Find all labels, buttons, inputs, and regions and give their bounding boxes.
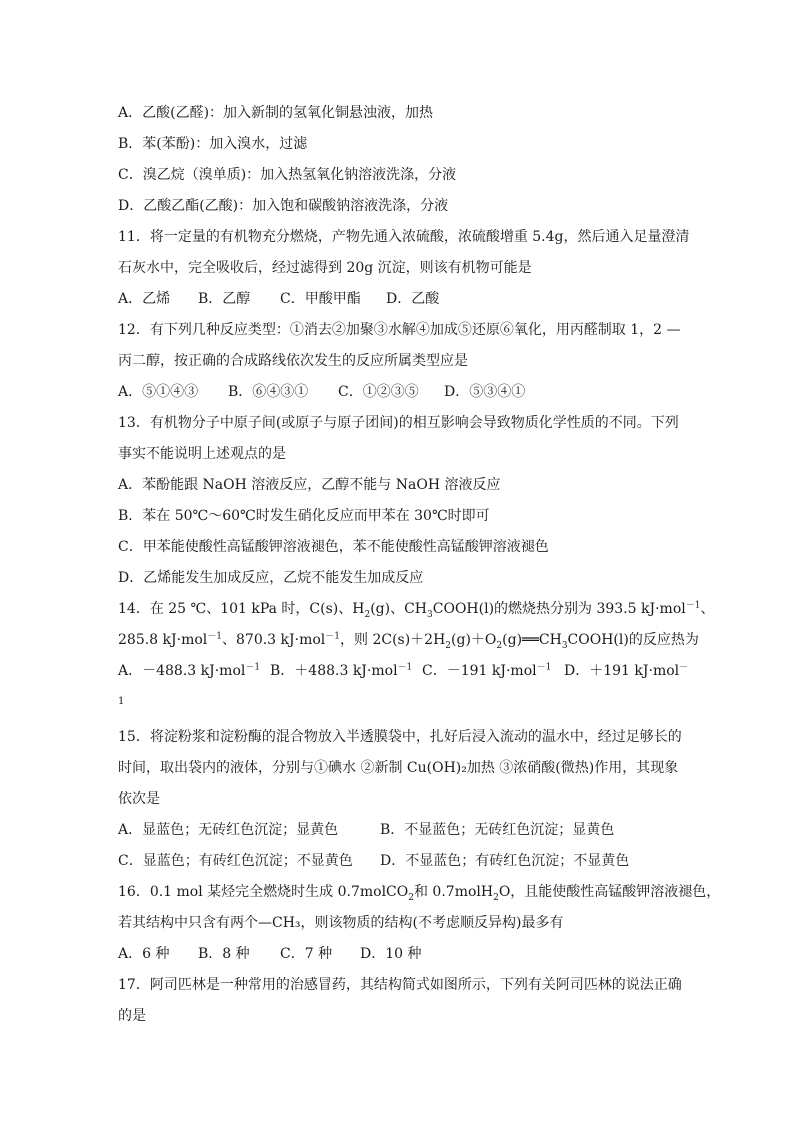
q12-option-b: B．⑥④③①: [228, 384, 309, 400]
q10-option-c: C．溴乙烷（溴单质)：加入热氢氧化钠溶液洗涤，分液: [118, 167, 457, 183]
q16-option-d: D．10 种: [360, 946, 422, 962]
q14-option-c: C．－191 kJ·mol$^{-1}$: [422, 662, 552, 679]
q11-stem-line2: 石灰水中，完全吸收后，经过滤得到 20g 沉淀，则该有机物可能是: [118, 260, 532, 276]
q13-option-a: A．苯酚能跟 NaOH 溶液反应，乙醇不能与 NaOH 溶液反应: [118, 477, 501, 493]
q16-option-a: A．6 种: [118, 946, 170, 962]
q15-options-row1: [118, 820, 708, 840]
q17-stem-line1: 17．阿司匹林是一种常用的治感冒药，其结构简式如图所示，下列有关阿司匹林的说法正确: [118, 977, 682, 993]
q14-option-a: A．－488.3 kJ·mol$^{-1}$: [118, 662, 261, 679]
q15-option-b: B．不显蓝色；无砖红色沉淀；显黄色: [380, 822, 615, 838]
q13-option-c: C．甲苯能使酸性高锰酸钾溶液褪色，苯不能使酸性高锰酸钾溶液褪色: [118, 539, 549, 555]
q12-options: [118, 382, 708, 402]
q14-options: [118, 661, 708, 681]
q14-option-d: D．＋191 kJ·mol－: [564, 662, 689, 679]
q15-options-row2: [118, 851, 708, 871]
q16-stem-line1: 16．0.1 mol 某烃完全燃烧时生成 0.7molCO$_2$和 0.7molH$_2$O，且能使酸性高锰酸钾溶液褪色，: [118, 884, 721, 903]
q12-option-c: C．①②③⑤: [338, 384, 419, 400]
q13-option-b: B．苯在 50℃～60℃时发生硝化反应而甲苯在 30℃时即可: [118, 508, 490, 524]
q14-option-b: B．＋488.3 kJ·mol$^{-1}$: [270, 662, 413, 679]
q16-options: [118, 944, 708, 964]
q11-option-b: B．乙醇: [198, 291, 251, 307]
q17-stem-line2: 的是: [118, 1008, 146, 1024]
q14-option-d-wrap: 1: [118, 696, 125, 707]
q10-option-a: A．乙酸(乙醛)：加入新制的氢氧化铜悬浊液，加热: [118, 105, 434, 121]
q13-stem-line1: 13．有机物分子中原子间(或原子与原子团间)的相互影响会导致物质化学性质的不同。下列: [118, 415, 679, 431]
q11-option-d: D．乙酸: [386, 291, 440, 307]
q15-stem-line3: 依次是: [118, 791, 160, 807]
q11-option-a: A．乙烯: [118, 291, 171, 307]
q15-option-a: A．显蓝色；无砖红色沉淀；显黄色: [118, 822, 339, 838]
q13-option-d: D．乙烯能发生加成反应，乙烷不能发生加成反应: [118, 570, 424, 586]
q11-stem-line1: 11．将一定量的有机物充分燃烧，产物先通入浓硫酸，浓硫酸增重 5.4g，然后通入足量澄清: [118, 229, 690, 245]
q12-stem-line2: 丙二醇，按正确的合成路线依次发生的反应所属类型应是: [118, 353, 468, 369]
q14-stem-line1: 14．在 25 ℃、101 kPa 时，C(s)、$H_2(g)$、$CH_3COOH(l)$的燃烧热分别为 393.5 kJ·mol$^{-1}$、: [118, 600, 715, 620]
q12-option-a: A．⑤①④③: [118, 384, 199, 400]
q15-option-c: C．显蓝色；有砖红色沉淀；不显黄色: [118, 853, 353, 869]
q15-stem-line2: 时间，取出袋内的液体，分别与①碘水 ②新制 Cu(OH)₂加热 ③浓硝酸(微热)作用，其现象: [118, 760, 679, 776]
q12-option-d: D．⑤③④①: [444, 384, 526, 400]
q10-option-d: D．乙酸乙酯(乙酸)：加入饱和碳酸钠溶液洗涤，分液: [118, 198, 449, 214]
q12-stem-line1: 12．有下列几种反应类型：①消去②加聚③水解④加成⑤还原⑥氧化，用丙醛制取 1，2 —: [118, 322, 681, 338]
q15-stem-line1: 15．将淀粉浆和淀粉酶的混合物放入半透膜袋中，扎好后浸入流动的温水中，经过足够长的: [118, 729, 682, 745]
q13-stem-line2: 事实不能说明上述观点的是: [118, 446, 286, 462]
q16-stem-line2: 若其结构中只含有两个—CH₃，则该物质的结构(不考虑顺反异构)最多有: [118, 915, 564, 931]
q16-option-b: B．8 种: [198, 946, 250, 962]
q15-option-d: D．不显蓝色；有砖红色沉淀；不显黄色: [380, 853, 630, 869]
q16-option-c: C．7 种: [280, 946, 333, 962]
q14-stem-line2: 285.8 kJ·mol$^{-1}$、870.3 kJ·mol$^{-1}$，则 $2C(s)+2H_2(g)+O_2(g)══CH_3COOH(l)$的反应热为: [118, 631, 699, 651]
q11-options: [118, 289, 708, 309]
q11-option-c: C．甲酸甲酯: [280, 291, 361, 307]
q10-option-b: B．苯(苯酚)：加入溴水，过滤: [118, 136, 308, 152]
